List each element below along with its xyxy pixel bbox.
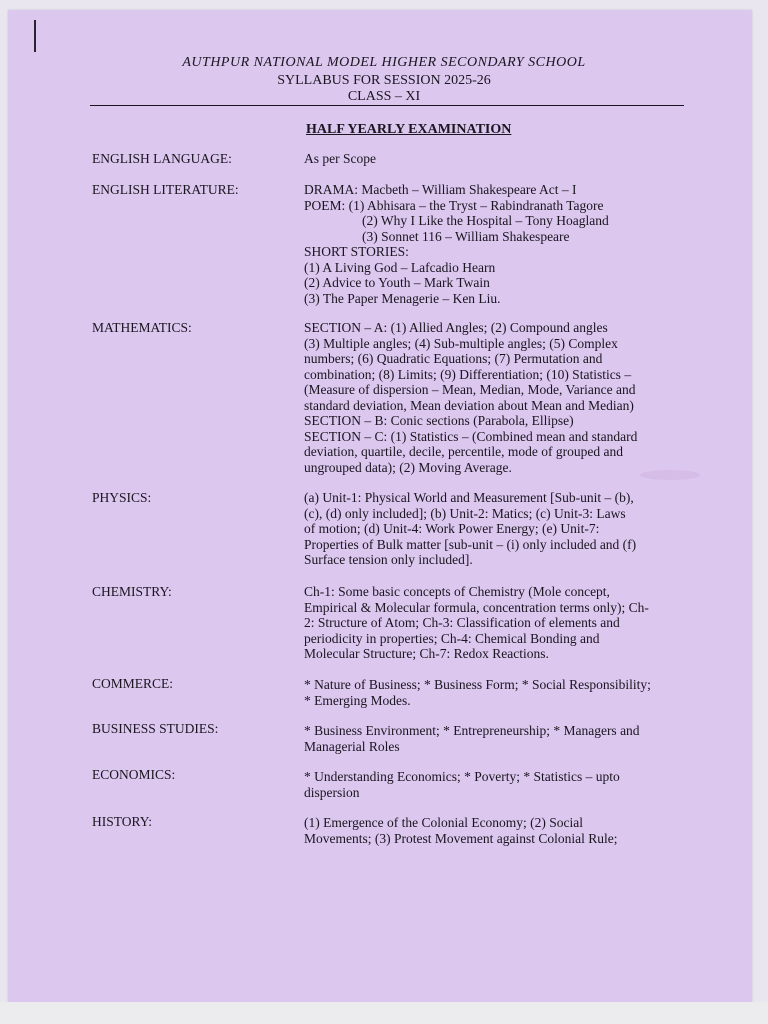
subject-content-business-studies <box>304 723 684 754</box>
content-line: standard deviation, Mean deviation about Mean and Median) <box>304 397 634 413</box>
exam-title: HALF YEARLY EXAMINATION <box>306 122 512 137</box>
subject-label-english-literature: ENGLISH LITERATURE: <box>92 182 239 197</box>
content-line: Movements; (3) Protest Movement against Colonial Rule; <box>304 830 618 846</box>
subject-content-english-language <box>304 151 684 167</box>
content-line: (1) Emergence of the Colonial Economy; (2) Social <box>304 815 584 830</box>
scan-bottom-edge <box>0 1002 768 1024</box>
content-line: (2) Why I Like the Hospital – Tony Hoagland <box>362 213 609 228</box>
header-divider <box>90 105 684 106</box>
content-line: As per Scope <box>304 151 376 166</box>
subject-label-business-studies: BUSINESS STUDIES: <box>92 721 219 736</box>
subject-label-economics: ECONOMICS: <box>92 767 176 782</box>
subject-content-chemistry <box>304 584 684 662</box>
content-line: POEM: (1) Abhisara – the Tryst – Rabindranath Tagore <box>304 197 604 213</box>
content-line: Managerial Roles <box>304 738 400 754</box>
content-line: * Understanding Economics; * Poverty; * Statistics – upto <box>304 769 620 784</box>
content-line: (Measure of dispersion – Mean, Median, Mode, Variance and <box>304 382 636 397</box>
content-line: of motion; (d) Unit-4: Work Power Energy; (e) Unit-7: <box>304 521 600 536</box>
content-line: SECTION – C: (1) Statistics – (Combined mean and standard <box>304 428 638 444</box>
subject-content-english-literature <box>304 182 684 306</box>
content-line: ungrouped data); (2) Moving Average. <box>304 459 512 475</box>
subject-content-commerce <box>304 677 684 708</box>
pen-mark <box>34 20 36 52</box>
content-line: Ch-1: Some basic concepts of Chemistry (Mole concept, <box>304 584 610 599</box>
content-line: Properties of Bulk matter [sub-unit – (i) only included and (f) <box>304 536 637 552</box>
subject-content-mathematics <box>304 320 684 475</box>
content-line: (3) Multiple angles; (4) Sub-multiple angles; (5) Complex <box>304 335 618 351</box>
content-line: Molecular Structure; Ch-7: Redox Reactions. <box>304 646 549 661</box>
subject-label-commerce: COMMERCE: <box>92 676 174 691</box>
subject-content-economics <box>304 769 684 800</box>
subject-label-physics: PHYSICS: <box>92 490 152 505</box>
session-title: SYLLABUS FOR SESSION 2025-26 <box>277 73 491 88</box>
content-line: (3) Sonnet 116 – William Shakespeare <box>362 228 570 244</box>
subject-label-mathematics: MATHEMATICS: <box>92 320 192 335</box>
content-line: (a) Unit-1: Physical World and Measurement [Sub-unit – (b), <box>304 490 634 505</box>
content-line: deviation, quartile, decile, percentile, mode of grouped and <box>304 444 624 459</box>
content-line: periodicity in properties; Ch-4: Chemical Bonding and <box>304 630 600 646</box>
content-line: Empirical & Molecular formula, concentration terms only); Ch- <box>304 599 649 615</box>
content-line: * Emerging Modes. <box>304 692 411 708</box>
content-line: DRAMA: Macbeth – William Shakespeare Act – I <box>304 182 577 197</box>
content-line: SECTION – B: Conic sections (Parabola, Ellipse) <box>304 413 574 428</box>
content-line: SECTION – A: (1) Allied Angles; (2) Compound angles <box>304 320 608 335</box>
subject-label-chemistry: CHEMISTRY: <box>92 584 172 599</box>
content-line: 2: Structure of Atom; Ch-3: Classification of elements and <box>304 615 620 630</box>
school-name: AUTHPUR NATIONAL MODEL HIGHER SECONDARY SCHOOL <box>182 55 586 70</box>
content-line: dispersion <box>304 784 360 800</box>
content-line: (2) Advice to Youth – Mark Twain <box>304 275 490 290</box>
class-title: CLASS – XI <box>347 89 421 104</box>
subject-content-history <box>304 815 684 846</box>
subject-content-physics <box>304 490 684 568</box>
content-line: SHORT STORIES: <box>304 244 409 259</box>
content-line: * Nature of Business; * Business Form; * Social Responsibility; <box>304 677 651 692</box>
content-line: numbers; (6) Quadratic Equations; (7) Permutation and <box>304 351 603 366</box>
subject-label-english-language: ENGLISH LANGUAGE: <box>92 151 232 166</box>
content-line: (c), (d) only included]; (b) Unit-2: Matics; (c) Unit-3: Laws <box>304 505 626 521</box>
content-line: * Business Environment; * Entrepreneurship; * Managers and <box>304 723 640 738</box>
content-line: (1) A Living God – Lafcadio Hearn <box>304 259 496 275</box>
content-line: Surface tension only included]. <box>304 552 473 567</box>
content-line: (3) The Paper Menagerie – Ken Liu. <box>304 290 501 306</box>
content-line: combination; (8) Limits; (9) Differentiation; (10) Statistics – <box>304 366 632 382</box>
subject-label-history: HISTORY: <box>92 814 153 829</box>
